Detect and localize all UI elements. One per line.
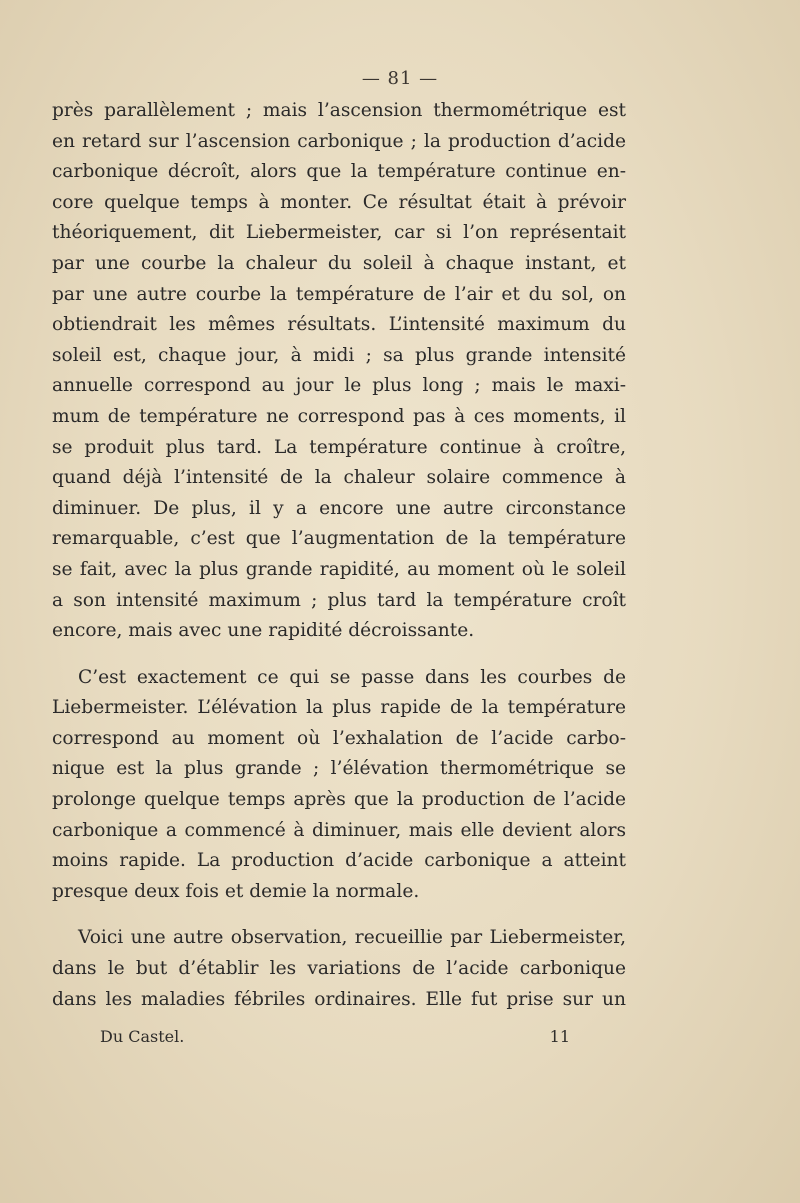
text-line: diminuer. De plus, il y a encore une autre circonstance — [52, 497, 626, 519]
footer-author: Du Castel. — [100, 1027, 185, 1046]
text-line: soleil est, chaque jour, à midi ; sa plus grande intensité — [52, 344, 626, 366]
footer-signature-mark: 11 — [549, 1027, 570, 1046]
text-line: annuelle correspond au jour le plus long ; mais le maxi- — [52, 375, 626, 397]
paragraph-2 — [52, 663, 626, 908]
text-line: obtiendrait les mêmes résultats. L’intensité maximum du — [52, 314, 626, 336]
text-line: C’est exactement ce qui se passe dans les courbes de — [78, 666, 626, 688]
text-line: en retard sur l’ascension carbonique ; la production d’acide — [52, 130, 626, 152]
text-line: nique est la plus grande ; l’élévation thermométrique se — [52, 758, 626, 780]
text-line: quand déjà l’intensité de la chaleur solaire commence à — [52, 467, 626, 489]
page-number: — 81 — — [361, 68, 439, 89]
paragraph-3 — [52, 923, 626, 1015]
text-line: correspond au moment où l’exhalation de l’acide carbo- — [52, 727, 626, 749]
text-line: près parallèlement ; mais l’ascension thermométrique est — [52, 100, 626, 121]
text-line: dans les maladies fébriles ordinaires. Elle fut prise sur un — [52, 988, 626, 1010]
text-line: se fait, avec la plus grande rapidité, au moment où le soleil — [52, 558, 626, 580]
body-text — [52, 96, 626, 1015]
paragraph-gap — [52, 907, 626, 923]
text-line: carbonique décroît, alors que la température continue en- — [52, 161, 626, 183]
text-line: théoriquement, dit Liebermeister, car si l’on représentait — [52, 222, 626, 244]
text-line: Liebermeister. L’élévation la plus rapide de la température — [52, 697, 626, 719]
text-line: dans le but d’établir les variations de l’acide carbonique — [52, 958, 626, 980]
text-line: presque deux fois et demie la normale. — [52, 880, 420, 902]
text-line: carbonique a commencé à diminuer, mais elle devient alors — [52, 819, 626, 841]
text-line: encore, mais avec une rapidité décroissante. — [52, 620, 475, 642]
text-line: mum de température ne correspond pas à ces moments, il — [52, 405, 626, 427]
text-line: Voici une autre observation, recueillie par Liebermeister, — [78, 927, 626, 949]
text-line: par une autre courbe la température de l’air et du sol, on — [52, 283, 626, 305]
text-line: par une courbe la chaleur du soleil à chaque instant, et — [52, 252, 626, 274]
text-line: moins rapide. La production d’acide carbonique a atteint — [52, 850, 626, 872]
text-line: a son intensité maximum ; plus tard la température croît — [52, 589, 626, 611]
paragraph-gap — [52, 647, 626, 663]
paragraph-1 — [52, 96, 626, 647]
text-line: core quelque temps à monter. Ce résultat était à prévoir — [52, 191, 626, 213]
text-line: se produit plus tard. La température continue à croître, — [52, 436, 626, 458]
text-line: remarquable, c’est que l’augmentation de la température — [52, 528, 626, 550]
text-line: prolonge quelque temps après que la production de l’acide — [52, 789, 626, 811]
